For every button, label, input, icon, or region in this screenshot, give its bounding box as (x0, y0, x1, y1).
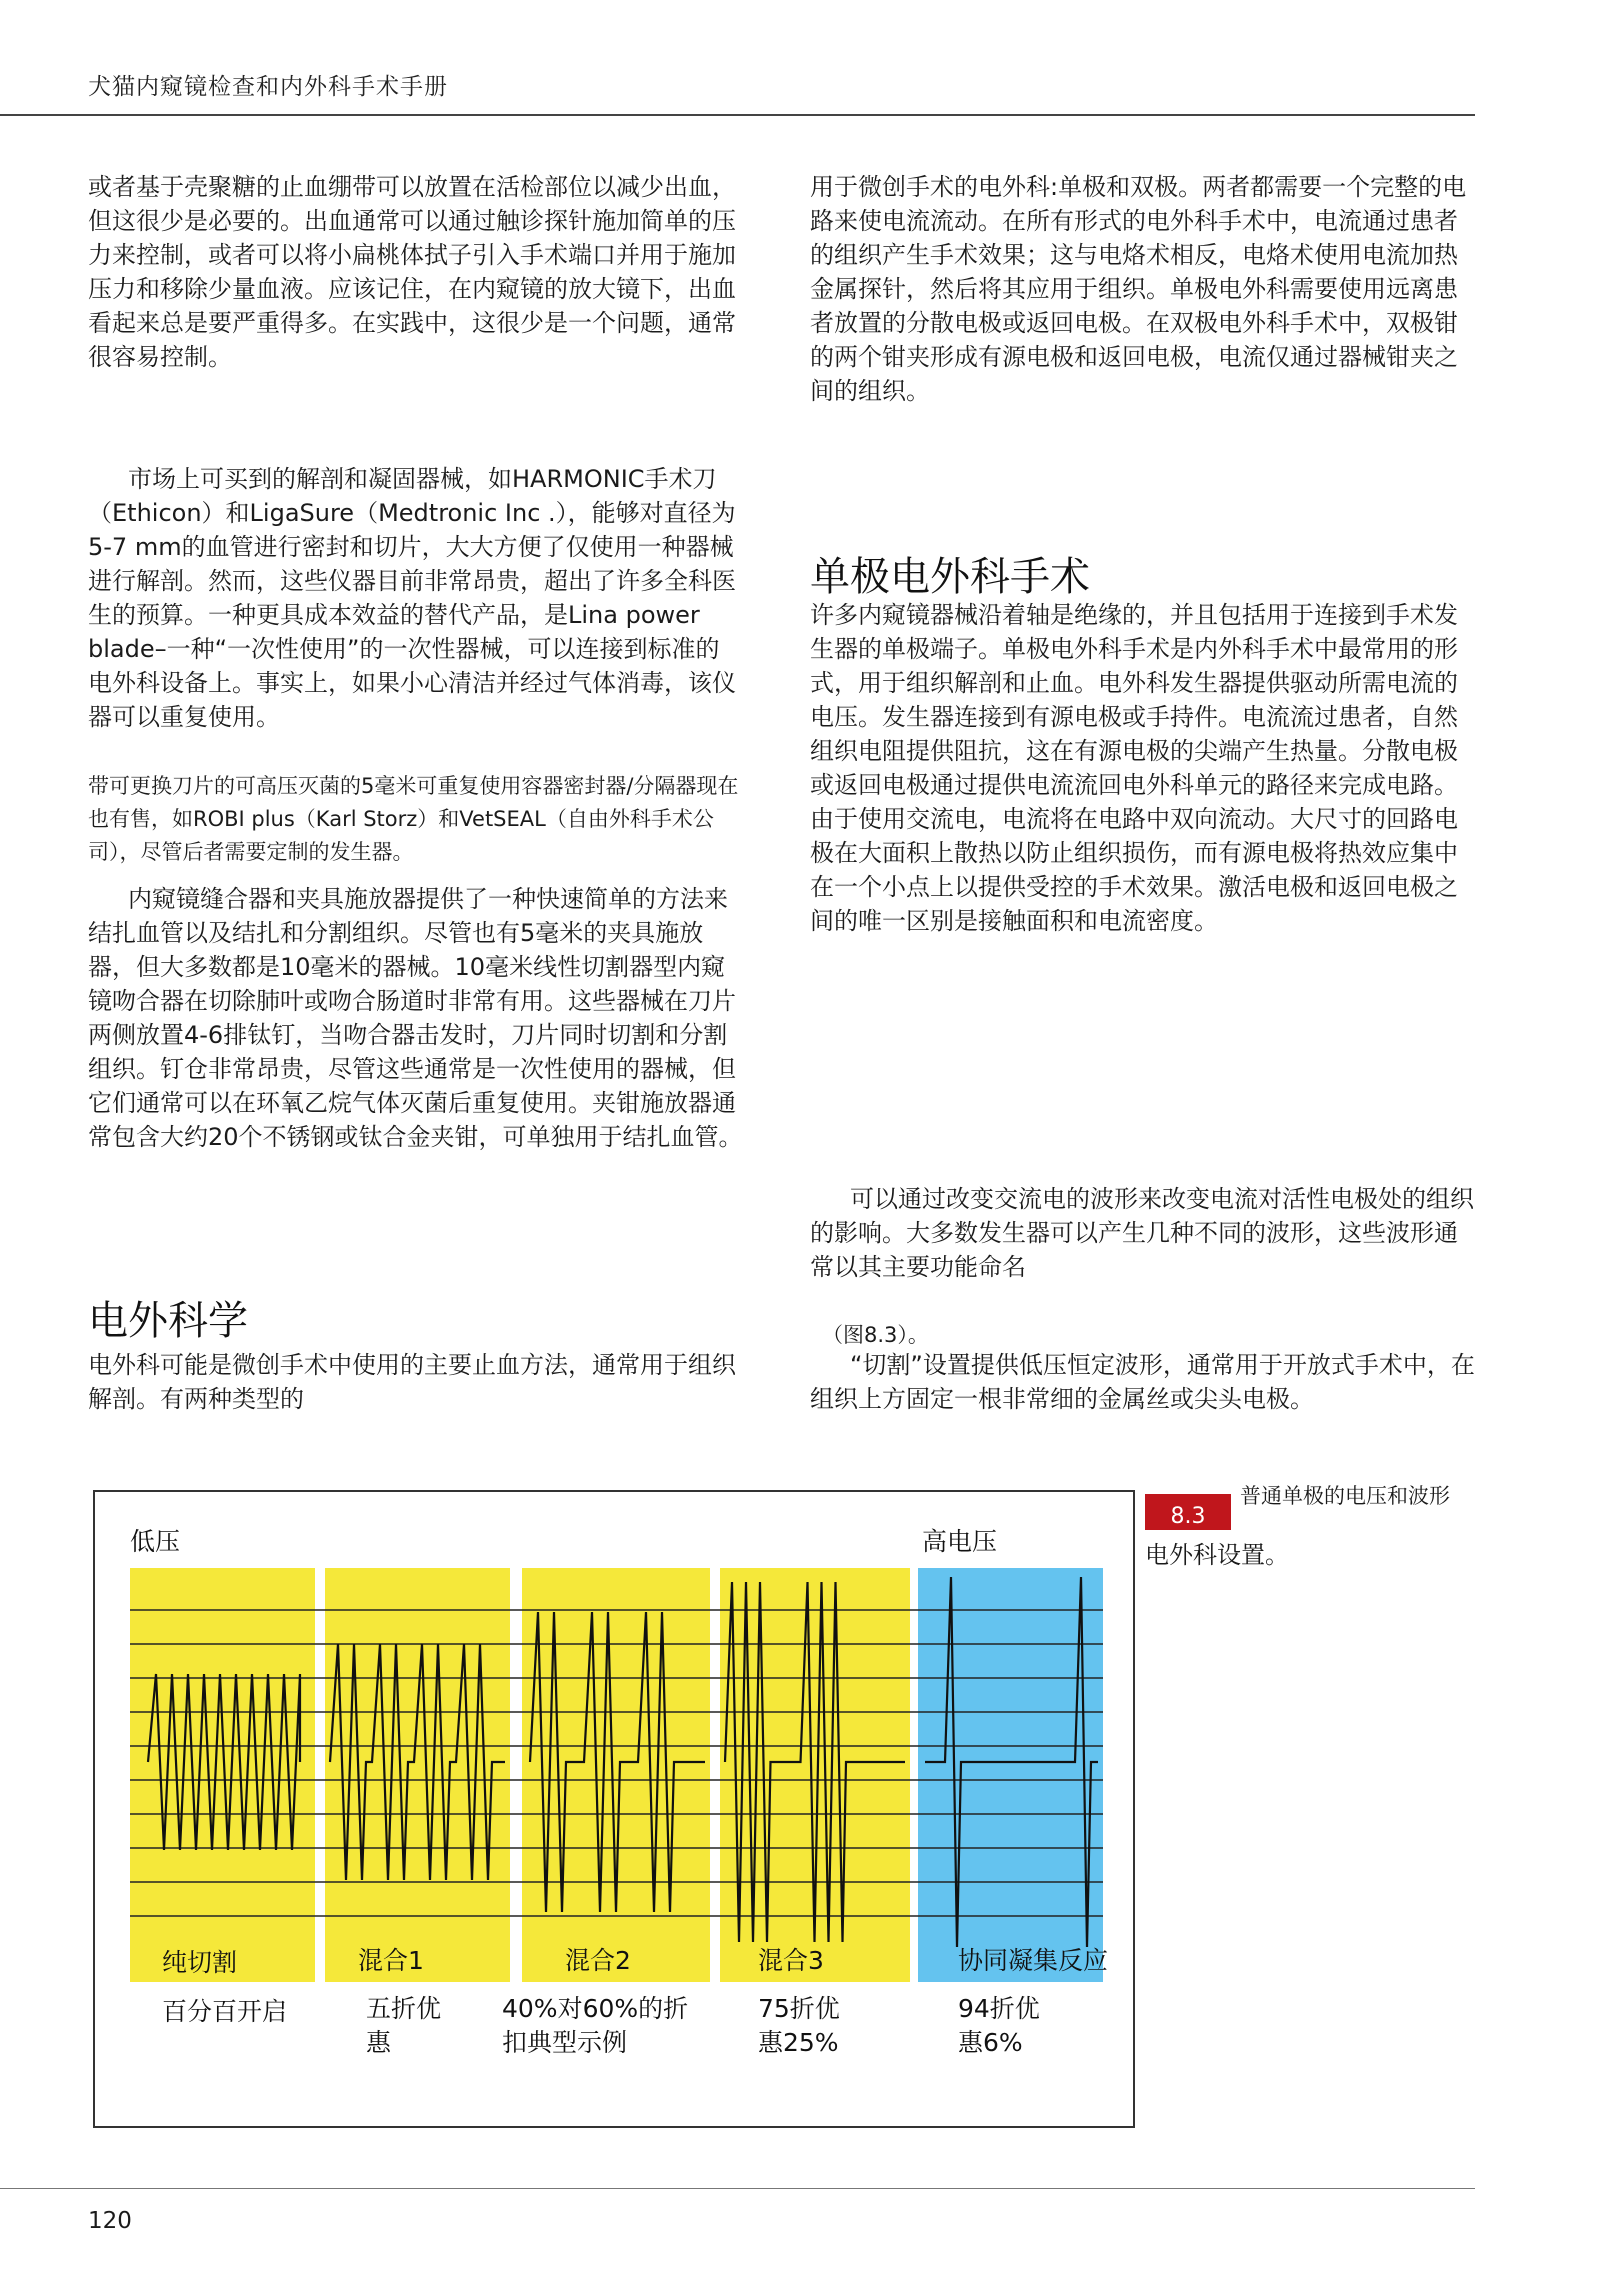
panel-label-blend1: 混合1 (358, 1946, 424, 1975)
panel-coag (918, 1568, 1103, 1982)
duty-label-blend2: 40%对60%的折扣典型示例 (502, 1994, 689, 2057)
panel-label-coag: 协同凝集反应 (958, 1946, 1109, 1975)
panel-label-blend2: 混合2 (565, 1946, 631, 1975)
duty-label-blend1: 五折优惠 (366, 1994, 442, 2057)
left-paragraph-5: 电外科可能是微创手术中使用的主要止血方法，通常用于组织解剖。有两种类型的 (88, 1351, 736, 1413)
figure-number-badge: 8.3 (1145, 1494, 1231, 1530)
right-paragraph-3: 可以通过改变交流电的波形来改变电流对活性电极处的组织的影响。大多数发生器可以产生几种不同的波形，这些波形通常以其主要功能命名 (810, 1185, 1474, 1281)
right-paragraph-5: “切割”设置提供低压恒定波形，通常用于开放式手术中，在组织上方固定一根非常细的金属丝或尖头电极。 (810, 1351, 1475, 1413)
footer-rule (0, 2188, 1475, 2189)
left-paragraph-3: 带可更换刀片的可高压灭菌的5毫米可重复使用容器密封器/分隔器现在也有售，如ROBI plus（Karl Storz）和VetSEAL（自由外科手术公司），尽管后者需要定制的发生器。 (88, 774, 739, 864)
panel-blend1 (325, 1568, 510, 1982)
right-paragraph-2: 许多内窥镜器械沿着轴是绝缘的，并且包括用于连接到手术发生器的单极端子。单极电外科手术是内外科手术中最常用的形式，用于组织解剖和止血。电外科发生器提供驱动所需电流的电压。发生器连接到有源电极或手持件。电流流过患者，自然组织电阻提供阻抗，这在有源电极的尖端产生热量。分散电极或返回电极通过提供电流流回电外科单元的路径来完成电路。由于使用交流电，电流将在电路中双向流动。大尺寸的回路电极在大面积上散热以防止组织损伤，而有源电极将热效应集中在一个小点上以提供受控的手术效果。激活电极和返回电极之间的唯一区别是接触面积和电流密度。 (810, 601, 1458, 935)
panel-label-pure-cut: 纯切割 (162, 1948, 238, 1977)
left-paragraph-4: 内窥镜缝合器和夹具施放器提供了一种快速简单的方法来结扎血管以及结扎和分割组织。尽管也有5毫米的夹具施放器，但大多数都是10毫米的器械。10毫米线性切割器型内窥镜吻合器在切除肺叶或吻合肠道时非常有用。这些器械在刀片两侧放置4-6排钛钉，当吻合器击发时，刀片同时切割和分割组织。钉仓非常昂贵，尽管这些通常是一次性使用的器械，但它们通常可以在环氧乙烷气体灭菌后重复使用。夹钳施放器通常包含大约20个不锈钢或钛合金夹钳，可单独用于结扎血管。 (88, 885, 743, 1151)
heading-monopolar: 单极电外科手术 (810, 554, 1090, 600)
high-voltage-label: 高电压 (922, 1527, 998, 1556)
panel-label-blend3: 混合3 (758, 1946, 824, 1975)
figure-caption-line2: 电外科设置。 (1145, 1541, 1289, 1569)
figure-caption-line1: 普通单极的电压和波形 (1240, 1484, 1450, 1508)
running-header: 犬猫内窥镜检查和内外科手术手册 (88, 74, 448, 100)
right-paragraph-4: （图8.3）。 (822, 1323, 929, 1347)
duty-label-blend3: 75折优惠25% (758, 1994, 840, 2057)
panel-pure-cut (130, 1568, 315, 1982)
page-number: 120 (88, 2208, 132, 2234)
duty-label-coag: 94折优惠6% (958, 1994, 1040, 2057)
left-paragraph-1: 或者基于壳聚糖的止血绷带可以放置在活检部位以减少出血，但这很少是必要的。出血通常可以通过触诊探针施加简单的压力来控制，或者可以将小扁桃体拭子引入手术端口并用于施加压力和移除少量血液。应该记住，在内窥镜的放大镜下，出血看起来总是要严重得多。在实践中，这很少是一个问题，通常很容易控制。 (88, 173, 736, 371)
right-paragraph-1: 用于微创手术的电外科:单极和双极。两者都需要一个完整的电路来使电流流动。在所有形式的电外科手术中，电流通过患者的组织产生手术效果；这与电烙术相反，电烙术使用电流加热金属探针，然后将其应用于组织。单极电外科需要使用远离患者放置的分散电极或返回电极。在双极电外科手术中，双极钳的两个钳夹形成有源电极和返回电极，电流仅通过器械钳夹之间的组织。 (810, 173, 1467, 405)
duty-label-pure-cut: 百分百开启 (162, 1997, 288, 2026)
left-paragraph-2: 市场上可买到的解剖和凝固器械，如HARMONIC手术刀（Ethicon）和LigaSure（Medtronic Inc .），能够对直径为5-7 mm的血管进行密封和切片，大大方便了仅使用一种器械进行解剖。然而，这些仪器目前非常昂贵，超出了许多全科医生的预算。一种更具成本效益的替代产品，是Lina power blade–一种“一次性使用”的一次性器械，可以连接到标准的电外科设备上。事实上，如果小心清洁并经过气体消毒，该仪器可以重复使用。 (88, 465, 736, 731)
low-voltage-label: 低压 (130, 1527, 181, 1556)
heading-electrosurgery: 电外科学 (88, 1298, 248, 1344)
